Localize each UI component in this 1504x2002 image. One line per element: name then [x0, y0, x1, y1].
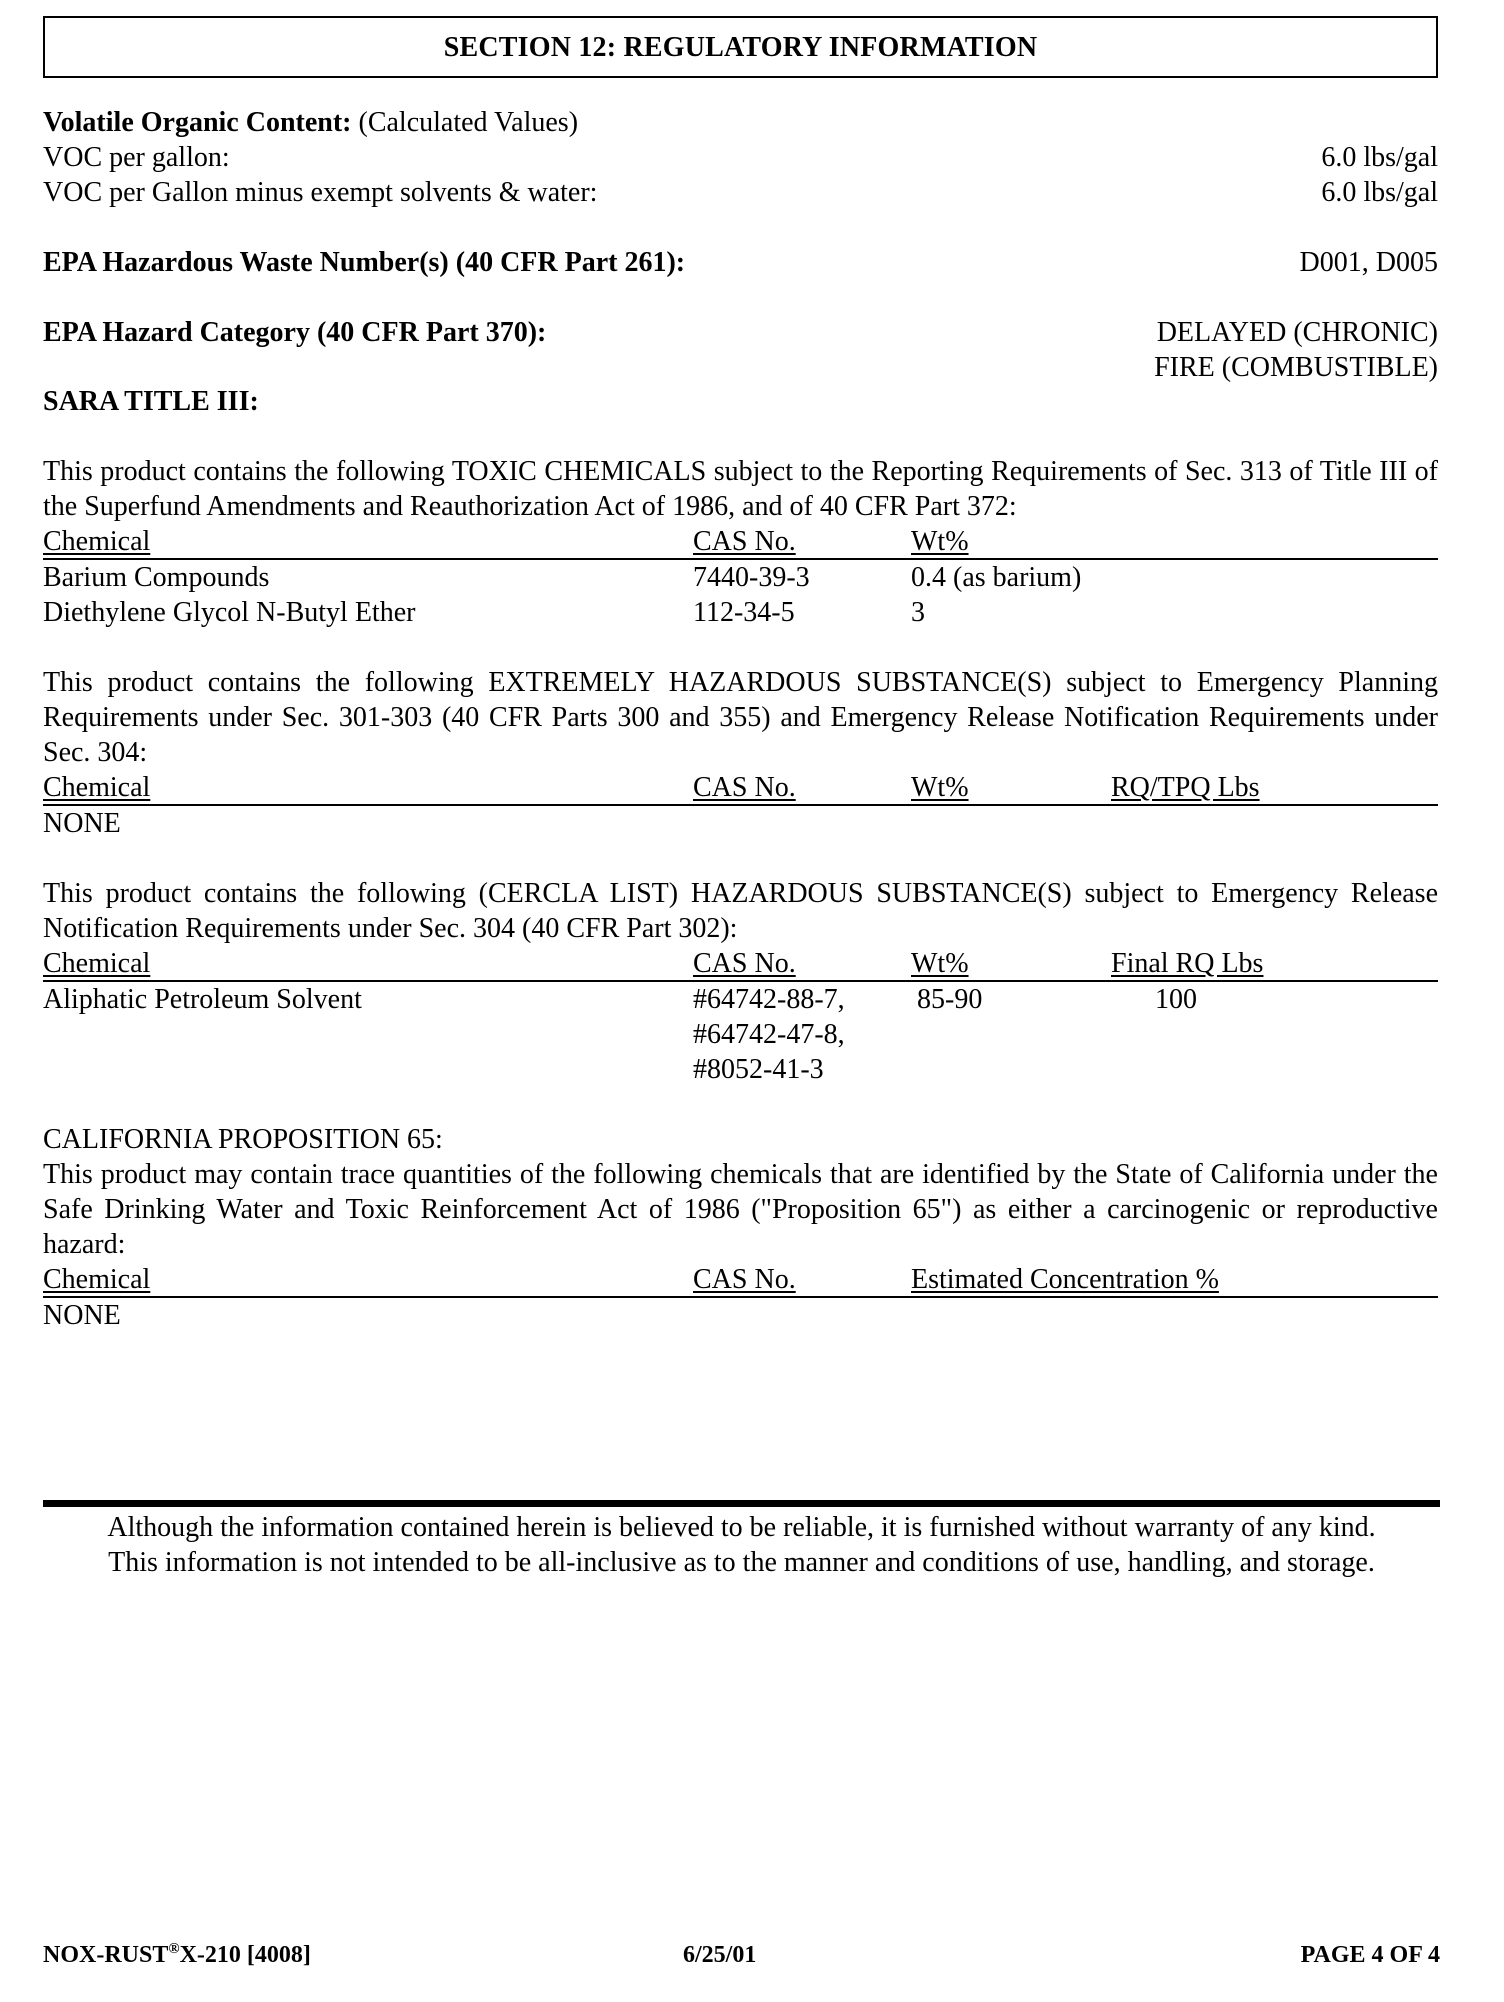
ehs-table-header	[43, 770, 1438, 806]
epa-category-value: DELAYED (CHRONIC)	[1156, 317, 1438, 348]
col-cas: CAS No.	[693, 526, 796, 557]
cell-wt: 85-90	[917, 984, 983, 1015]
col-concentration: Estimated Concentration %	[911, 1264, 1219, 1295]
cell-cas: #8052-41-3	[693, 1054, 824, 1085]
col-cas: CAS No.	[693, 1264, 796, 1295]
section-title: SECTION 12: REGULATORY INFORMATION	[43, 16, 1438, 78]
col-chemical: Chemical	[43, 1264, 151, 1295]
col-cas: CAS No.	[693, 772, 796, 803]
cell-chemical: Diethylene Glycol N-Butyl Ether	[43, 597, 416, 628]
cell-cas: 7440-39-3	[693, 562, 810, 593]
voc-heading-line	[43, 105, 1438, 140]
epa-waste-row	[43, 245, 1438, 280]
voc-value: 6.0 lbs/gal	[1321, 177, 1438, 208]
cercla-intro: This product contains the following (CERCLA LIST) HAZARDOUS SUBSTANCE(S) subject to Emergency Release Notification Requirements under Sec. 304 (40 CFR Part 302):	[43, 878, 1438, 944]
registered-mark: ®	[168, 1941, 180, 1957]
epa-waste-value: D001, D005	[1299, 247, 1438, 278]
col-wt: Wt%	[911, 526, 969, 557]
voc-label: VOC per Gallon minus exempt solvents & water:	[43, 177, 598, 208]
page-footer	[43, 1938, 1440, 1973]
col-chemical: Chemical	[43, 948, 151, 979]
prop65-none: NONE	[43, 1300, 121, 1331]
table-row	[43, 982, 1438, 1087]
col-cas: CAS No.	[693, 948, 796, 979]
col-wt: Wt%	[911, 948, 969, 979]
prop65-table-header	[43, 1262, 1438, 1298]
disclaimer-line: Although the information contained herein is believed to be reliable, it is furnished without warranty of any kind.	[107, 1512, 1376, 1543]
col-chemical: Chemical	[43, 772, 151, 803]
table-row	[43, 595, 1438, 630]
voc-row	[43, 140, 1438, 175]
sara-title: SARA TITLE III:	[43, 386, 259, 417]
epa-category-label: EPA Hazard Category (40 CFR Part 370):	[43, 317, 547, 348]
disclaimer-line: This information is not intended to be all-inclusive as to the manner and conditions of use, handling, and storage.	[108, 1547, 1375, 1578]
epa-waste-label: EPA Hazardous Waste Number(s) (40 CFR Part 261):	[43, 247, 686, 278]
col-final-rq: Final RQ Lbs	[1111, 948, 1264, 979]
cell-cas: 112-34-5	[693, 597, 795, 628]
prop65-intro: This product may contain trace quantities of the following chemicals that are identified by the State of California under the Safe Drinking Water and Toxic Reinforcement Act of 1986 ("Proposition 65") as either a carcinogenic or reproductive hazard:	[43, 1159, 1438, 1260]
cell-rq: 100	[1155, 984, 1197, 1015]
col-rq-tpq: RQ/TPQ Lbs	[1111, 772, 1260, 803]
cell-wt: 3	[911, 597, 925, 628]
product-name: NOX-RUST	[43, 1942, 169, 1968]
ehs-none: NONE	[43, 808, 121, 839]
prop65-heading: CALIFORNIA PROPOSITION 65:	[43, 1124, 443, 1155]
epa-category-row	[43, 315, 1438, 385]
cell-cas-list	[693, 982, 911, 1087]
ehs-intro: This product contains the following EXTREMELY HAZARDOUS SUBSTANCE(S) subject to Emergency Planning Requirements under Sec. 301-303 (40 CFR Parts 300 and 355) and Emergency Release Notification Requirements under Sec. 304:	[43, 667, 1438, 768]
cell-chemical: Aliphatic Petroleum Solvent	[43, 984, 362, 1015]
col-chemical: Chemical	[43, 526, 151, 557]
cell-cas: #64742-88-7,	[693, 984, 845, 1015]
cercla-table-header	[43, 946, 1438, 982]
table-row	[43, 560, 1438, 595]
footer-divider	[43, 1500, 1440, 1507]
cell-chemical: Barium Compounds	[43, 562, 270, 593]
epa-category-values	[1154, 315, 1438, 385]
document-page	[43, 16, 1438, 1333]
voc-section	[43, 105, 1438, 210]
col-wt: Wt%	[911, 772, 969, 803]
toxic-table-header	[43, 524, 1438, 560]
footer-date: 6/25/01	[683, 1942, 757, 1968]
voc-value: 6.0 lbs/gal	[1321, 142, 1438, 173]
epa-category-value: FIRE (COMBUSTIBLE)	[1154, 352, 1438, 383]
footer-page-number: PAGE 4 OF 4	[1300, 1942, 1440, 1968]
product-code: X-210 [4008]	[179, 1942, 311, 1968]
toxic-intro: This product contains the following TOXIC CHEMICALS subject to the Reporting Requirements of Sec. 313 of Title III of the Superfund Amendments and Reauthorization Act of 1986, and of 40 CFR Part 372:	[43, 456, 1438, 522]
voc-heading: Volatile Organic Content:	[43, 107, 352, 138]
cell-wt: 0.4 (as barium)	[911, 562, 1082, 593]
cell-cas: #64742-47-8,	[693, 1019, 845, 1050]
voc-heading-note: (Calculated Values)	[358, 107, 579, 138]
voc-label: VOC per gallon:	[43, 142, 230, 173]
disclaimer	[43, 1510, 1440, 1580]
footer-product	[43, 1938, 683, 1973]
voc-row	[43, 175, 1438, 210]
